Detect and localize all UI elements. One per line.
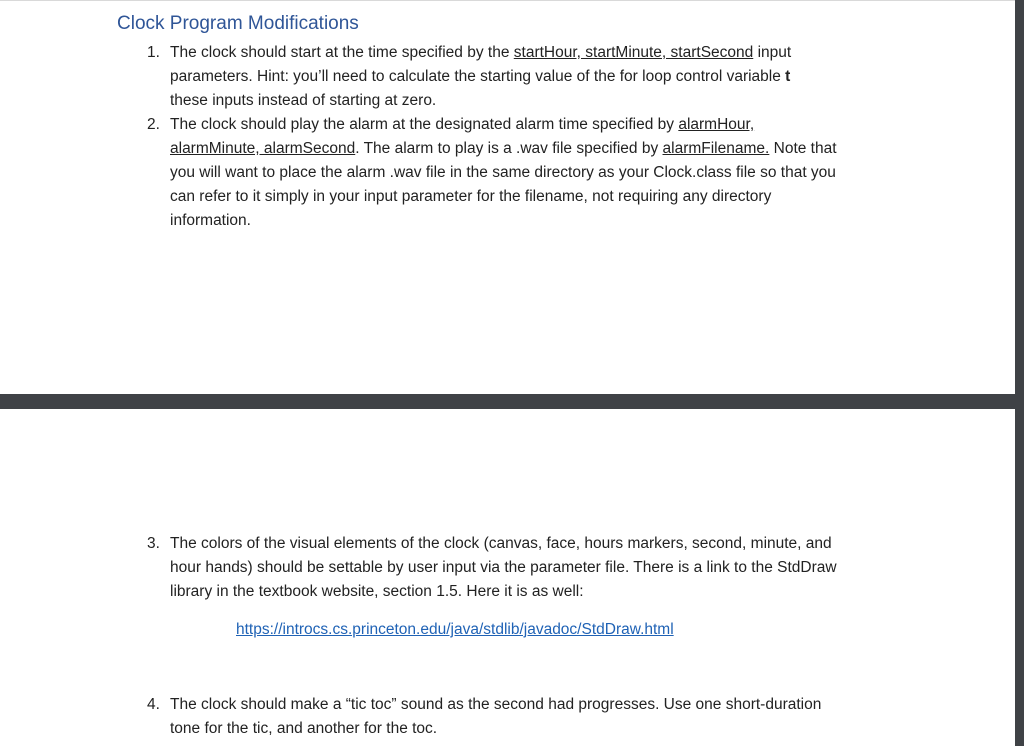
list-item-1-line-1: The clock should start at the time specified by the startHour, startMinute, startSecond input xyxy=(170,44,792,61)
list-item-3-line-2: hour hands) should be settable by user input via the parameter file. There is a link to the StdDraw xyxy=(170,559,837,576)
stddraw-link[interactable]: https://introcs.cs.princeton.edu/java/stdlib/javadoc/StdDraw.html xyxy=(236,621,674,638)
alarm-hour-text: alarmHour, xyxy=(678,116,755,133)
list-item-2-line-4: can refer to it simply in your input parameter for the filename, not requiring any directory xyxy=(170,188,772,205)
list-item-1-line-3: these inputs instead of starting at zero. xyxy=(170,92,437,109)
loop-variable-text: t xyxy=(785,68,791,85)
list-item-2 xyxy=(147,113,907,235)
list-number: 4. xyxy=(147,696,160,713)
list-item-4-line-2: tone for the tic, and another for the toc. xyxy=(170,720,438,737)
alarm-filename-text: alarmFilename. xyxy=(662,140,770,157)
list-item-3-line-3: library in the textbook website, section 1.5. Here it is as well: xyxy=(170,583,584,600)
list-item-2-line-2: alarmMinute, alarmSecond. The alarm to play is a .wav file specified by alarmFilename. Note that xyxy=(170,140,837,157)
list-number: 1. xyxy=(147,44,160,61)
list-item-2-line-1: The clock should play the alarm at the designated alarm time specified by alarmHour, xyxy=(170,116,755,133)
list-item-1-line-2: parameters. Hint: you’ll need to calculate the starting value of the for loop control variable t xyxy=(170,68,791,85)
list-item-3-line-1: The colors of the visual elements of the clock (canvas, face, hours markers, second, minute, and xyxy=(170,535,832,552)
document-page-2 xyxy=(0,409,1015,746)
start-params-text: startHour, startMinute, startSecond xyxy=(513,44,754,61)
list-item-2-line-3: you will want to place the alarm .wav file in the same directory as your Clock.class file so that you xyxy=(170,164,836,181)
list-item-1 xyxy=(147,41,887,115)
alarm-minute-second-text: alarmMinute, alarmSecond xyxy=(170,140,356,157)
window-right-edge xyxy=(1015,0,1024,746)
list-item-4-line-1: The clock should make a “tic toc” sound as the second had progresses. Use one short-duration xyxy=(170,696,822,713)
list-item-3 xyxy=(147,532,907,606)
list-item-2-line-5: information. xyxy=(170,212,251,229)
list-number: 2. xyxy=(147,116,160,133)
page-gap xyxy=(0,394,1024,409)
section-heading: Clock Program Modifications xyxy=(117,13,359,34)
list-number: 3. xyxy=(147,535,160,552)
list-item-4 xyxy=(147,693,887,743)
